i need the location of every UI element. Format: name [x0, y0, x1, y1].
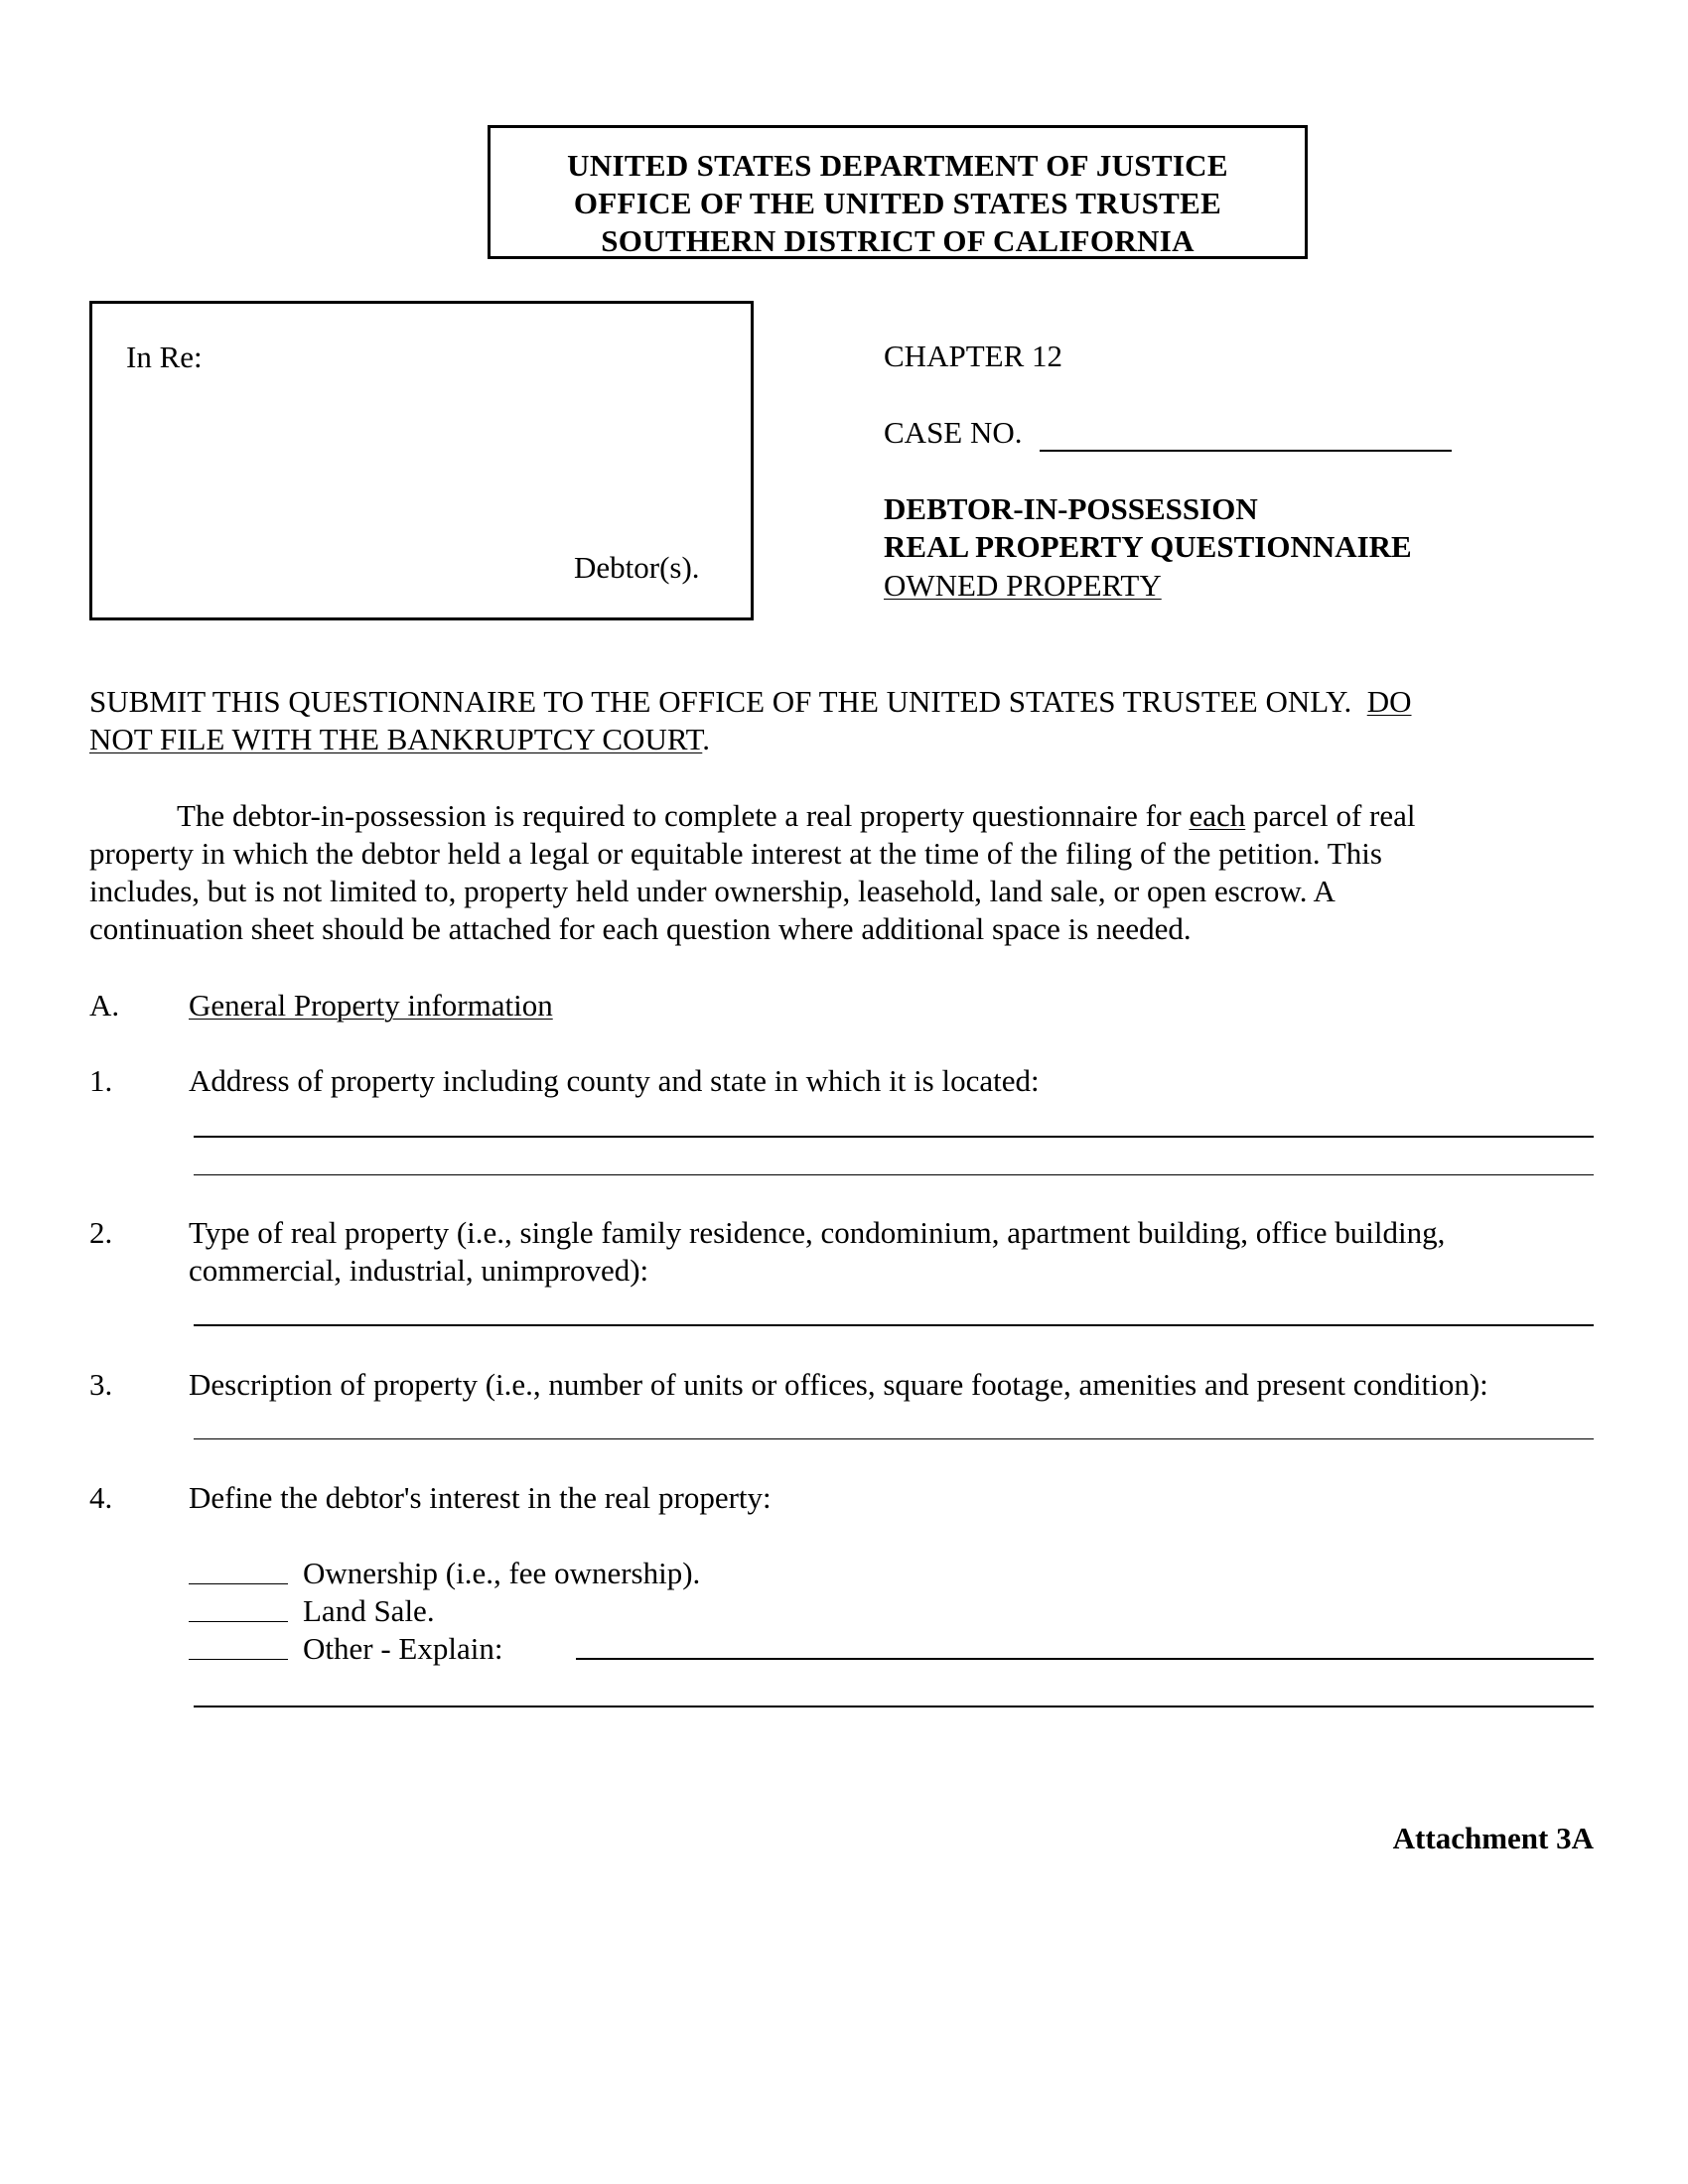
question-1-number: 1.: [89, 1063, 113, 1098]
agency-line-2: OFFICE OF THE UNITED STATES TRUSTEE: [573, 186, 1222, 220]
option-other-label: Other - Explain:: [303, 1631, 503, 1666]
in-re-label: In Re:: [126, 340, 203, 374]
submit-instruction-line-2: [89, 721, 710, 758]
question-3-text: Description of property (i.e., number of units or offices, square footage, amenities and present condition):: [189, 1367, 1488, 1402]
option-land-sale-blank[interactable]: [189, 1621, 288, 1622]
question-4-text: Define the debtor's interest in the real property:: [189, 1480, 772, 1515]
question-1-answer-line-1[interactable]: [194, 1102, 1594, 1138]
question-1-text: Address of property including county and state in which it is located:: [189, 1063, 1040, 1098]
emphasis-each: each: [1189, 798, 1246, 833]
case-caption-box: [89, 301, 754, 620]
subtitle-owned-property: OWNED PROPERTY: [884, 568, 1162, 603]
case-no-label: CASE NO.: [884, 415, 1023, 450]
section-a-title: General Property information: [189, 988, 553, 1023]
submit-instruction-line-1: [89, 683, 1412, 721]
case-no-field[interactable]: [1040, 414, 1452, 452]
section-a-letter: A.: [89, 988, 120, 1023]
question-1-answer-line-2[interactable]: [194, 1174, 1594, 1175]
chapter-label: CHAPTER 12: [884, 339, 1062, 373]
agency-line-1: UNITED STATES DEPARTMENT OF JUSTICE: [567, 148, 1228, 183]
question-2-number: 2.: [89, 1215, 113, 1250]
option-ownership-label: Ownership (i.e., fee ownership).: [303, 1556, 701, 1590]
question-3-number: 3.: [89, 1367, 113, 1402]
title-debtor-in-possession: DEBTOR-IN-POSSESSION: [884, 491, 1258, 526]
paragraph-line-2: property in which the debtor held a legal or equitable interest at the time of the filing of the petition. This: [89, 836, 1382, 871]
question-2-text-line-1: Type of real property (i.e., single family residence, condominium, apartment building, office building,: [189, 1215, 1446, 1250]
option-other-explain-line-2[interactable]: [194, 1706, 1594, 1707]
question-3-answer-line[interactable]: [194, 1404, 1594, 1439]
do-not-file-text: NOT FILE WITH THE BANKRUPTCY COURT: [89, 722, 703, 756]
option-land-sale-label: Land Sale.: [303, 1593, 435, 1628]
attachment-label: Attachment 3A: [1392, 1821, 1594, 1855]
option-other-blank[interactable]: [189, 1659, 288, 1660]
option-other-explain-line[interactable]: [576, 1622, 1594, 1660]
question-2-answer-line[interactable]: [194, 1291, 1594, 1326]
paragraph-line-3: includes, but is not limited to, property held under ownership, leasehold, land sale, or open escrow. A: [89, 874, 1336, 908]
submit-text: SUBMIT THIS QUESTIONNAIRE TO THE OFFICE OF THE UNITED STATES TRUSTEE ONLY.: [89, 684, 1352, 719]
paragraph-text-b: parcel of real: [1253, 798, 1416, 833]
agency-line-3: SOUTHERN DISTRICT OF CALIFORNIA: [601, 223, 1195, 258]
question-2-text-line-2: commercial, industrial, unimproved):: [189, 1253, 649, 1288]
submit-period: .: [702, 722, 711, 756]
question-4-number: 4.: [89, 1480, 113, 1515]
debtor-label: Debtor(s).: [574, 550, 700, 585]
paragraph-line-4: continuation sheet should be attached for each question where additional space is needed.: [89, 911, 1192, 946]
title-real-property-questionnaire: REAL PROPERTY QUESTIONNAIRE: [884, 529, 1412, 564]
paragraph-line-1: [177, 797, 1416, 835]
paragraph-text-a: The debtor-in-possession is required to complete a real property questionnaire for: [177, 798, 1182, 833]
agency-header-box: [488, 125, 1308, 259]
do-not-file-start: DO: [1366, 684, 1412, 719]
option-ownership-blank[interactable]: [189, 1583, 288, 1584]
